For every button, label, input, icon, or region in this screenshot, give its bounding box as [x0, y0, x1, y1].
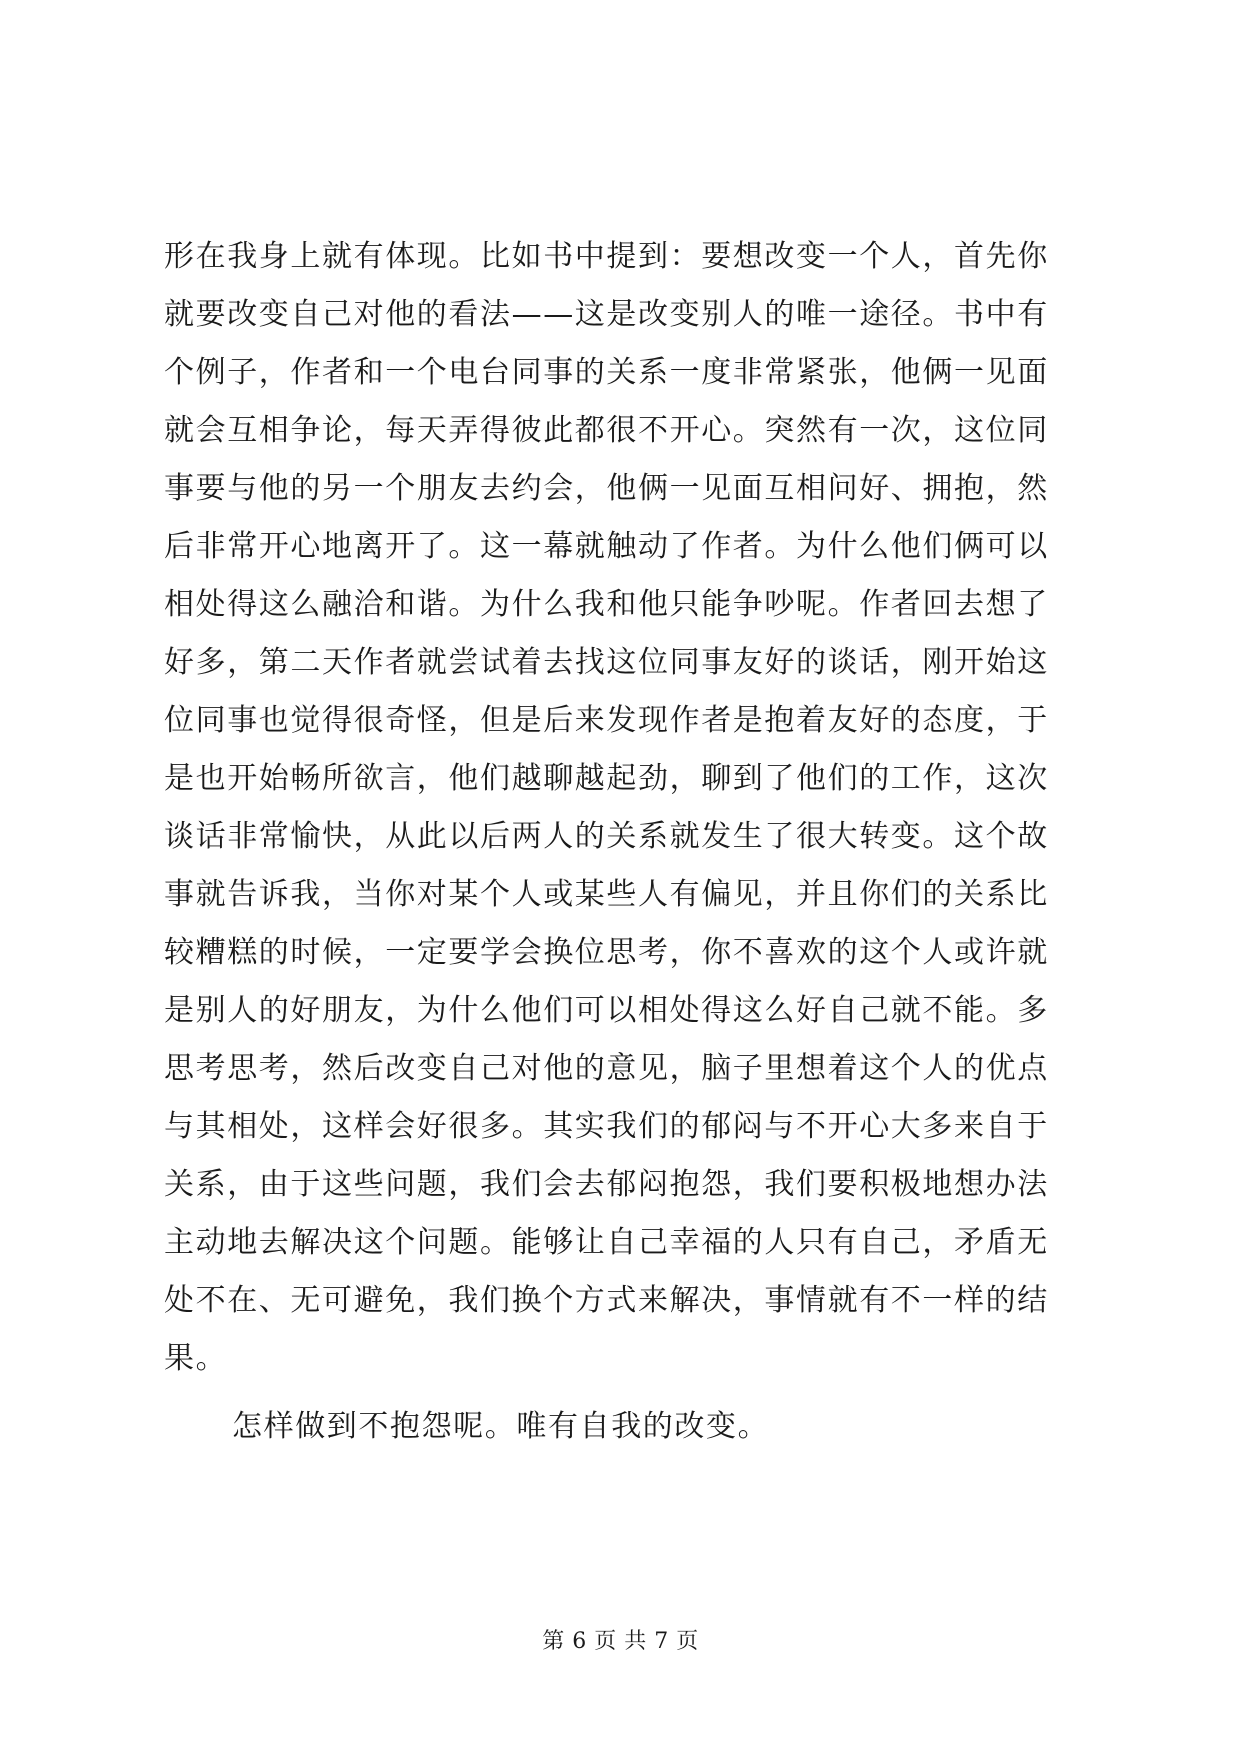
text-line: 关系，由于这些问题，我们会去郁闷抱怨，我们要积极地想办法 [164, 1167, 1049, 1202]
text-line: 与其相处，这样会好很多。其实我们的郁闷与不开心大多来自于 [164, 1109, 1049, 1144]
text-line: 是也开始畅所欲言，他们越聊越起劲，聊到了他们的工作，这次 [164, 761, 1049, 796]
text-line: 个例子，作者和一个电台同事的关系一度非常紧张，他俩一见面 [164, 355, 1049, 390]
text-line: 就要改变自己对他的看法——这是改变别人的唯一途径。书中有 [164, 297, 1049, 332]
text-line: 形在我身上就有体现。比如书中提到：要想改变一个人，首先你 [164, 239, 1049, 274]
text-line: 位同事也觉得很奇怪，但是后来发现作者是抱着友好的态度，于 [164, 703, 1049, 738]
text-line: 后非常开心地离开了。这一幕就触动了作者。为什么他们俩可以 [164, 529, 1049, 564]
text-line: 较糟糕的时候，一定要学会换位思考，你不喜欢的这个人或许就 [164, 935, 1049, 970]
text-line: 思考思考，然后改变自己对他的意见，脑子里想着这个人的优点 [164, 1051, 1049, 1086]
text-line: 主动地去解决这个问题。能够让自己幸福的人只有自己，矛盾无 [164, 1225, 1049, 1260]
text-line: 是别人的好朋友，为什么他们可以相处得这么好自己就不能。多 [164, 993, 1049, 1028]
text-line: 处不在、无可避免，我们换个方式来解决，事情就有不一样的结 [164, 1283, 1049, 1318]
text-line: 事要与他的另一个朋友去约会，他俩一见面互相问好、拥抱，然 [164, 471, 1049, 506]
text-line: 谈话非常愉快，从此以后两人的关系就发生了很大转变。这个故 [164, 819, 1049, 854]
text-line: 好多，第二天作者就尝试着去找这位同事友好的谈话，刚开始这 [164, 645, 1049, 680]
page-footer: 第 6 页 共 7 页 [542, 1629, 699, 1654]
text-line: 就会互相争论，每天弄得彼此都很不开心。突然有一次，这位同 [164, 413, 1049, 448]
text-line: 相处得这么融洽和谐。为什么我和他只能争吵呢。作者回去想了 [164, 587, 1049, 622]
document-body [164, 228, 1084, 1456]
closing-paragraph: 怎样做到不抱怨呢。唯有自我的改变。 [232, 1409, 770, 1444]
text-line: 事就告诉我，当你对某个人或某些人有偏见，并且你们的关系比 [164, 877, 1049, 912]
text-line: 果。 [164, 1341, 228, 1376]
